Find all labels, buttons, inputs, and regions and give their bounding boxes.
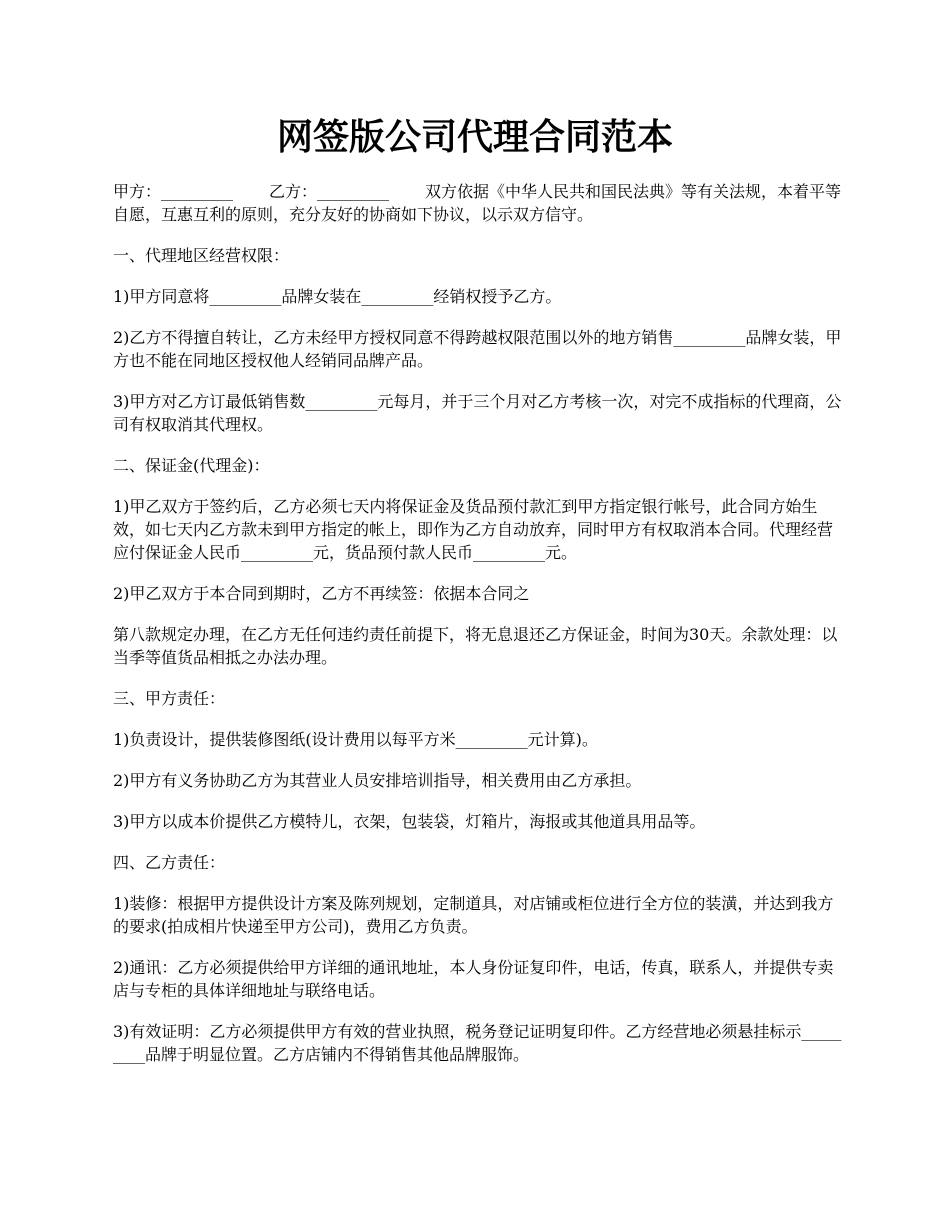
section-heading-deposit: 二、保证金(代理金)： xyxy=(113,456,270,475)
clause-paragraph: 3)甲方以成本价提供乙方模特儿，衣架，包装袋，灯箱片，海报或其他道具用品等。 xyxy=(113,812,706,831)
party-a-field: 甲方：_________ xyxy=(113,182,234,201)
clause-paragraph: 1)甲乙双方于签约后，乙方必须七天内将保证金及货品预付款汇到甲方指定银行帐号，此合同方始生效，如七天内乙方款未到甲方指定的帐上，即作为乙方自动放弃，同时甲方有权取消本合同。代理经营应付保证金人民币_________元，货品预付款人民币_________元。 xyxy=(113,497,834,562)
clause-paragraph: 1)装修：根据甲方提供设计方案及陈列规划，定制道具，对店铺或柜位进行全方位的装潢，并达到我方的要求(拍成相片快递至甲方公司)，费用乙方负责。 xyxy=(113,894,834,936)
clause-paragraph: 1)甲方同意将_________品牌女装在_________经销权授予乙方。 xyxy=(113,287,562,306)
party-b-field: 乙方：_________ xyxy=(269,182,390,201)
clause-paragraph: 第八款规定办理，在乙方无任何违约责任前提下，将无息退还乙方保证金，时间为30天。余款处理：以当季等值货品相抵之办法办理。 xyxy=(113,625,838,667)
intro-text: 双方依据《中华人民共和国民法典》等有关法规，本着平等自愿，互惠互利的原则，充分友好的协商如下协议，以示双方信守。 xyxy=(113,182,842,224)
clause-paragraph: 3)有效证明：乙方必须提供甲方有效的营业执照，税务登记证明复印件。乙方经营地必须悬挂标示_________品牌于明显位置。乙方店铺内不得销售其他品牌服饰。 xyxy=(113,1022,842,1064)
document-title: 网签版公司代理合同范本 xyxy=(276,116,673,158)
clause-paragraph: 2)甲方有义务协助乙方为其营业人员安排培训指导，相关费用由乙方承担。 xyxy=(113,771,642,790)
clause-paragraph: 1)负责设计，提供装修图纸(设计费用以每平方米_________元计算)。 xyxy=(113,730,598,749)
section-heading-party-b-duties: 四、乙方责任： xyxy=(113,853,226,872)
clause-paragraph: 3)甲方对乙方订最低销售数_________元每月，并于三个月对乙方考核一次，对完不成指标的代理商，公司有权取消其代理权。 xyxy=(113,392,842,434)
clause-paragraph: 2)通讯：乙方必须提供给甲方详细的通讯地址，本人身份证复印件，电话，传真，联系人，并提供专卖店与专柜的具体详细地址与联络电话。 xyxy=(113,958,834,1000)
section-heading-party-a-duties: 三、甲方责任： xyxy=(113,689,226,708)
document-body xyxy=(113,180,848,1084)
clause-paragraph: 2)乙方不得擅自转让，乙方未经甲方授权同意不得跨越权限范围以外的地方销售_________品牌女装，甲方也不能在同地区授权他人经销同品牌产品。 xyxy=(113,328,842,370)
section-heading-territory: 一、代理地区经营权限： xyxy=(113,246,290,265)
clause-paragraph: 2)甲乙双方于本合同到期时，乙方不再续签：依据本合同之 xyxy=(113,584,530,603)
parties-intro-paragraph xyxy=(113,180,848,226)
